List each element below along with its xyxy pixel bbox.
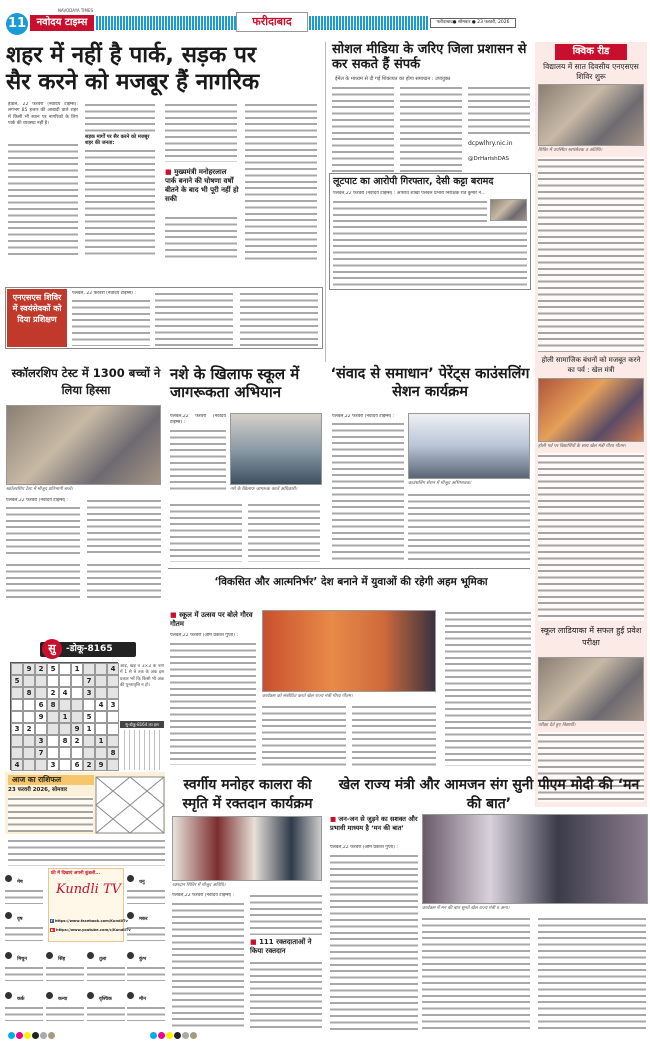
- sudoku-cell[interactable]: [23, 675, 35, 687]
- scholar-body-col1: [6, 505, 80, 557]
- sudoku-cell[interactable]: 2: [71, 735, 83, 747]
- sudoku-title: -डोकू-8165: [66, 644, 113, 654]
- sudoku-cell[interactable]: [35, 687, 47, 699]
- loot-body: [333, 224, 527, 286]
- zodiac-icon: [127, 912, 134, 919]
- nasha-body-col2: [170, 502, 242, 562]
- quick-story3-photo: [538, 657, 644, 721]
- mankibaat-body-col3: [538, 916, 646, 1030]
- sudoku-cell[interactable]: 4: [107, 663, 119, 675]
- sudoku-cell[interactable]: 2: [83, 759, 95, 771]
- sudoku-cell[interactable]: [71, 675, 83, 687]
- social-body-col2: [400, 85, 462, 172]
- samvad-headline: ‘संवाद से समाधान’ पेरेंट्स काउंसलिंग सेशन कार्यक्रम: [330, 366, 530, 400]
- sudoku-cell[interactable]: 9: [35, 711, 47, 723]
- rashifal-sign: [127, 868, 165, 904]
- sudoku-cell[interactable]: [107, 723, 119, 735]
- samvad-photo: [408, 413, 530, 479]
- nasha-headline: नशे के खिलाफ स्कूल में जागरूकता अभियान: [170, 365, 300, 401]
- rashifal-sign: [87, 985, 125, 1021]
- lead-intro: होडल, 22 फरवरी (नवोदय टाइम्स): लगभग 85 हजार की आबादी वाले शहर में किसी भी स्थान पर नागरिकों के लिए पार्क की व्यवस्था नहीं है।: [8, 102, 78, 127]
- viksit-body-col1: [170, 641, 256, 765]
- sudoku-cell[interactable]: [59, 699, 71, 711]
- viksit-body-col2: [262, 704, 346, 766]
- loot-body-top: [333, 199, 487, 223]
- sudoku-cell[interactable]: [59, 663, 71, 675]
- sudoku-cell[interactable]: [83, 747, 95, 759]
- sudoku-cell[interactable]: [11, 699, 23, 711]
- sudoku-cell[interactable]: [47, 675, 59, 687]
- kalra-caption: रक्तदान शिविर में मौजूद अतिथि।: [172, 883, 226, 888]
- sudoku-cell[interactable]: [47, 711, 59, 723]
- sudoku-cell[interactable]: 9: [95, 759, 107, 771]
- lead-body-col3b: [165, 215, 237, 260]
- brand-logo: नवोदय टाइम्स: [30, 15, 94, 31]
- sudoku-cell[interactable]: 2: [23, 723, 35, 735]
- zodiac-icon: [46, 952, 53, 959]
- sudoku-cell[interactable]: [11, 747, 23, 759]
- viksit-photo: [262, 610, 436, 692]
- kalra-body-col2b: [250, 960, 322, 1030]
- ad-facebook-link[interactable]: f https://www.facebook.com/KundliTv: [51, 919, 128, 923]
- quick-story1-headline: विद्यालय में सात दिवसीय एनएसएस शिविर शुरू: [543, 62, 639, 81]
- zodiac-icon: [127, 992, 134, 999]
- zodiac-icon: [5, 875, 12, 882]
- social-body-col1: [332, 85, 394, 172]
- nss-body-col1: [72, 298, 150, 346]
- sign-text: [127, 1005, 165, 1021]
- city-tag: फरीदाबाद: [236, 12, 308, 32]
- lead-body-col2: [85, 102, 155, 132]
- social-email[interactable]: dcpwlhry.nic.in: [468, 140, 513, 147]
- sudoku-cell[interactable]: 7: [35, 747, 47, 759]
- sudoku-cell[interactable]: [71, 747, 83, 759]
- quick-story2-headline: होली सामाजिक बंधनों को मजबूत करने का पर्व : खेल मंत्री: [541, 356, 641, 374]
- sign-name: कन्या: [58, 997, 68, 1002]
- sudoku-cell[interactable]: [59, 747, 71, 759]
- loot-photo: [490, 199, 527, 221]
- sudoku-cell[interactable]: [83, 735, 95, 747]
- samvad-body-col1: [332, 421, 404, 561]
- sudoku-cell[interactable]: [47, 747, 59, 759]
- rashifal-sign: [5, 905, 43, 941]
- rashifal-sign: [5, 868, 43, 904]
- samvad-body-col2: [408, 492, 530, 561]
- sudoku-cell[interactable]: 3: [47, 759, 59, 771]
- sudoku-cell[interactable]: [59, 723, 71, 735]
- kalra-pull-quote: 111 रक्तदाताओं ने किया रक्तदान: [250, 938, 312, 955]
- sudoku-cell[interactable]: 8: [59, 735, 71, 747]
- kalra-body-col2: [250, 893, 322, 935]
- sign-text: [5, 888, 43, 904]
- sudoku-cell[interactable]: 3: [11, 723, 23, 735]
- samvad-caption: काउंसलिंग सेशन में मौजूद अभिभावक।: [408, 481, 472, 486]
- sign-name: वृष: [17, 917, 23, 922]
- sign-name: सिंह: [58, 957, 66, 962]
- sudoku-cell[interactable]: [59, 675, 71, 687]
- zodiac-icon: [5, 912, 12, 919]
- sign-name: मकर: [139, 917, 148, 922]
- sudoku-cell[interactable]: 9: [23, 663, 35, 675]
- rashifal-panchang: [8, 796, 93, 832]
- sudoku-cell[interactable]: [23, 759, 35, 771]
- mankibaat-headline: खेल राज्य मंत्री और आमजन संग सुनी पीएम मोदी की ‘मन की बात’: [338, 777, 640, 812]
- sign-name: धनु: [139, 880, 145, 885]
- zodiac-icon: [87, 952, 94, 959]
- viksit-headline: ‘विकसित और आत्मनिर्भर’ देश बनाने में युवाओं की रहेगी अहम भूमिका: [214, 576, 488, 588]
- nss-label: एनएसएस शिविर में स्वयंसेवकों को दिया प्रशिक्षण: [7, 289, 67, 347]
- divider: [325, 42, 326, 362]
- kalra-headline: स्वर्गीय मनोहर कालरा की स्मृति में रक्तदान कार्यक्रम: [182, 777, 313, 812]
- sudoku-cell[interactable]: 7: [83, 675, 95, 687]
- quick-read-title: क्विक रीड: [555, 44, 627, 60]
- sudoku-cell[interactable]: [35, 723, 47, 735]
- kalra-intro: पलवल,22 फरवरी (नवोदय टाइम्स) :: [172, 893, 235, 898]
- samvad-intro: पलवल,22 फरवरी (नवोदय टाइम्स) :: [332, 414, 395, 419]
- sudoku-answer-grid: [120, 730, 164, 770]
- social-body-col3: [468, 85, 530, 137]
- sudoku-cell[interactable]: [95, 675, 107, 687]
- social-handle[interactable]: @DrHarishDAS: [468, 156, 510, 162]
- sudoku-cell[interactable]: 1: [83, 723, 95, 735]
- scholar-headline: स्कॉलरशिप टेस्ट में 1300 बच्चों ने लिया हिस्सा: [11, 366, 161, 397]
- viksit-body-col3: [352, 704, 436, 766]
- mankibaat-intro: पलवल,22 फरवरी (ओम प्रकाश गुप्ता) :: [330, 845, 398, 850]
- social-headline: सोशल मीडिया के जरिए जिला प्रशासन से कर सकते हैं संपर्क: [332, 42, 527, 72]
- registration-marks-right: [150, 1032, 197, 1039]
- sudoku-cell[interactable]: 1: [59, 711, 71, 723]
- scholar-body-col2: [87, 498, 161, 557]
- quick-story2-body: [538, 453, 644, 621]
- sudoku-cell[interactable]: 4: [95, 699, 107, 711]
- rashifal-date: 23 फरवरी 2026, सोमवार: [8, 787, 68, 793]
- sudoku-cell[interactable]: [11, 711, 23, 723]
- sudoku-cell[interactable]: [47, 735, 59, 747]
- sudoku-cell[interactable]: 2: [47, 687, 59, 699]
- sudoku-cell[interactable]: 9: [71, 723, 83, 735]
- sudoku-cell[interactable]: [11, 687, 23, 699]
- viksit-sub: [170, 611, 256, 629]
- sudoku-cell[interactable]: 1: [95, 735, 107, 747]
- bullet-icon: ■: [250, 938, 260, 946]
- sudoku-cell[interactable]: 4: [11, 759, 23, 771]
- sudoku-cell[interactable]: [107, 735, 119, 747]
- kalra-photo: [172, 816, 322, 881]
- viksit-subhead: स्कूल में उत्सव पर बोले गौरव गौतम: [170, 611, 253, 628]
- scholar-photo: [6, 405, 161, 485]
- sign-text: [87, 965, 125, 981]
- quick-story2-caption: होली पर्व पर विद्यार्थियों के साथ खेल मंत्री गौरव गौतम।: [538, 444, 626, 449]
- sudoku-title-prefix: सु: [42, 639, 62, 659]
- mankibaat-body-col1: [330, 853, 418, 1030]
- sudoku-cell[interactable]: [95, 687, 107, 699]
- sign-text: [46, 1005, 84, 1021]
- sudoku-cell[interactable]: 3: [83, 687, 95, 699]
- sudoku-cell[interactable]: [23, 711, 35, 723]
- nasha-intro: पलवल,22 फरवरी (नवोदय टाइम्स) :: [170, 414, 226, 426]
- ad-tagline: फ्री में दिखाएं अपनी कुंडली...: [51, 871, 101, 876]
- quick-story1-photo: [538, 84, 644, 146]
- sign-name: तुला: [99, 957, 107, 962]
- sign-text: [127, 888, 165, 904]
- sign-text: [5, 925, 43, 941]
- sudoku-cell[interactable]: [83, 699, 95, 711]
- rashifal-sign: [46, 985, 84, 1021]
- zodiac-icon: [127, 875, 134, 882]
- lead-pull-box: [165, 168, 239, 204]
- zodiac-icon: [5, 992, 12, 999]
- zodiac-icon: [87, 992, 94, 999]
- sign-name: कुंभ: [139, 957, 147, 962]
- viksit-body-col4: [445, 610, 531, 766]
- kalra-box: [250, 938, 322, 956]
- quick-story1-body: [538, 157, 644, 352]
- quick-story1-caption: शिविर में उपस्थित स्वयंसेवक व अतिथि।: [538, 148, 603, 153]
- viksit-left-col2: [87, 562, 161, 600]
- sudoku-cell[interactable]: 4: [59, 687, 71, 699]
- lead-headline: शहर में नहीं है पार्क, सड़क पर सैर करने को मजबूर हैं नागरिक: [6, 42, 260, 95]
- sudoku-cell[interactable]: [95, 723, 107, 735]
- rashifal-sign: [5, 945, 43, 981]
- viksit-caption: कार्यक्रम को संबोधित करते खेल राज्य मंत्री गौरव गौतम।: [262, 694, 353, 699]
- sudoku-cell[interactable]: [23, 699, 35, 711]
- bullet-icon: ■: [330, 815, 339, 823]
- sign-text: [127, 925, 165, 941]
- loot-headline: लूटपाट का आरोपी गिरफ्तार, देसी कट्टा बरामद: [333, 176, 494, 187]
- nasha-body-col3: [248, 502, 320, 562]
- sudoku-cell[interactable]: 5: [83, 711, 95, 723]
- nss-intro: पलवल, 22 फरवरी (नवोदय टाइम्स) :: [72, 291, 136, 296]
- sudoku-cell[interactable]: 3: [107, 699, 119, 711]
- rashifal-sign: [87, 945, 125, 981]
- zodiac-icon: [46, 992, 53, 999]
- facebook-icon: f: [51, 919, 53, 923]
- sudoku-cell[interactable]: [83, 663, 95, 675]
- sudoku-answer-title: सु-डोकू-8164 का हल: [120, 721, 164, 728]
- youtube-icon: ▶: [51, 928, 54, 932]
- zodiac-icon: [5, 952, 12, 959]
- lead-body-col1: [8, 142, 78, 257]
- sudoku-cell[interactable]: 8: [107, 747, 119, 759]
- sudoku-cell[interactable]: 1: [71, 663, 83, 675]
- sign-text: [127, 965, 165, 981]
- sudoku-cell[interactable]: [71, 711, 83, 723]
- mankibaat-photo: [422, 814, 648, 904]
- lead-body-col4: [245, 102, 317, 260]
- sudoku-cell[interactable]: [71, 699, 83, 711]
- sudoku-cell[interactable]: [107, 759, 119, 771]
- rashifal-sign: [127, 985, 165, 1021]
- sudoku-cell[interactable]: 5: [11, 675, 23, 687]
- kundli-chart: [95, 776, 165, 834]
- dateline: फरीदाबाद● सोमवार ● 23 फरवरी, 2026: [430, 18, 516, 28]
- scholar-caption: स्कॉलरशिप टेस्ट में मौजूद प्रतिभागी बच्चे।: [6, 487, 73, 492]
- pull-quote: मुख्यमंत्री मनोहरलाल पार्क बनाने की घोषणा वर्षों बीतने के बाद भी पूरी नहीं हो सकी: [165, 168, 239, 203]
- mankibaat-sub: [330, 815, 418, 833]
- sudoku-cell[interactable]: [11, 735, 23, 747]
- sign-text: [87, 1005, 125, 1021]
- sudoku-cell[interactable]: [23, 735, 35, 747]
- sudoku-cell[interactable]: [95, 747, 107, 759]
- sudoku-cell[interactable]: [107, 687, 119, 699]
- sudoku-cell[interactable]: [23, 747, 35, 759]
- sudoku-cell[interactable]: [95, 663, 107, 675]
- nasha-photo: [230, 413, 322, 485]
- bullet-icon: ■: [170, 611, 180, 619]
- kalra-body-col1: [172, 901, 244, 1030]
- mankibaat-caption: कार्यक्रम में मन की बात सुनते खेल राज्य मंत्री व अन्य।: [422, 906, 510, 911]
- sudoku-cell[interactable]: 2: [35, 663, 47, 675]
- rashifal-title: आज का राशिफल: [8, 775, 94, 785]
- sign-text: [5, 1005, 43, 1021]
- rashifal-details: [8, 838, 165, 866]
- viksit-left-col1: [6, 562, 80, 600]
- quick-story3-caption: परीक्षा देते हुए विद्यार्थी।: [538, 723, 576, 728]
- sudoku-cell[interactable]: [35, 759, 47, 771]
- sudoku-cell[interactable]: [95, 711, 107, 723]
- nasha-body-col1: [170, 428, 226, 490]
- sudoku-cell[interactable]: [11, 663, 23, 675]
- divider: [168, 568, 530, 569]
- sudoku-cell[interactable]: [59, 759, 71, 771]
- sign-name: मिथुन: [17, 957, 27, 962]
- lead-subhead: सड़क मार्गों पर सैर करने को मजबूर शहर की जनता:: [85, 134, 150, 146]
- quick-story3-headline: स्कूल लाडियाका में सफल हुई प्रवेश परीक्षा: [540, 626, 642, 647]
- lead-body-col2b: [85, 148, 155, 258]
- nasha-caption: नशे के खिलाफ जागरूक करते अधिकारी।: [230, 487, 298, 492]
- sudoku-rules: आड़े, खड़े व 3×3 के वर्गों में 1 से 9 तक के अंक इस प्रकार भरें कि किसी भी अंक की पुनरावृत्ति न हो।: [120, 664, 164, 689]
- ad-youtube-link[interactable]: ▶ https://www.youtube.com/c/KundliTv: [51, 928, 131, 932]
- sudoku-cell[interactable]: 6: [35, 699, 47, 711]
- lead-body-col3: [165, 102, 237, 162]
- bullet-icon: ■: [165, 168, 175, 176]
- sudoku-grid[interactable]: [10, 662, 118, 770]
- sign-name: कर्क: [17, 997, 25, 1002]
- scholar-intro: पलवल,22 फरवरी (नवोदय टाइम्स) :: [6, 498, 69, 503]
- nss-body-col3: [240, 291, 318, 346]
- quick-story2-photo: [538, 378, 644, 442]
- social-subhead: ईमेल के माध्यम से दी गई शिकायत का होगा समाधान : उपायुक्त: [335, 76, 451, 82]
- sudoku-cell[interactable]: 6: [71, 759, 83, 771]
- sudoku-cell[interactable]: [35, 675, 47, 687]
- viksit-intro: पलवल,22 फरवरी (ओम प्रकाश गुप्ता) :: [170, 633, 238, 638]
- sign-text: [46, 965, 84, 981]
- ad-brand: Kundli TV: [56, 882, 121, 897]
- sudoku-cell[interactable]: 8: [23, 687, 35, 699]
- sudoku-cell[interactable]: 8: [47, 699, 59, 711]
- rashifal-sign: [5, 985, 43, 1021]
- zodiac-icon: [127, 952, 134, 959]
- sudoku-cell[interactable]: [47, 723, 59, 735]
- registration-marks-left: [8, 1032, 55, 1039]
- rashifal-sign: [127, 945, 165, 981]
- sign-text: [5, 965, 43, 981]
- mankibaat-body-col2: [422, 916, 530, 1030]
- nss-body-col2: [155, 291, 233, 346]
- sudoku-cell[interactable]: [107, 711, 119, 723]
- sudoku-cell[interactable]: [107, 675, 119, 687]
- brand-small: NAVODAYA TIMES: [58, 8, 94, 13]
- sudoku-cell[interactable]: 5: [47, 663, 59, 675]
- page-number: 11: [6, 13, 28, 35]
- mankibaat-subhead: जन-जन से जुड़ने का सशक्त और प्रभावी माध्यम है ‘मन की बात’: [330, 815, 418, 832]
- rashifal-sign: [127, 905, 165, 941]
- sign-name: वृश्चिक: [99, 997, 112, 1002]
- sign-name: मीन: [139, 997, 146, 1002]
- loot-intro: पलवल,22 फरवरी (नवोदय टाइम्स) : अपराध शाखा पलवल प्रभारी निरीक्षक रवि कुमार ने...: [333, 191, 486, 196]
- sign-name: मेष: [17, 880, 23, 885]
- sudoku-cell[interactable]: 3: [35, 735, 47, 747]
- rashifal-sign: [46, 945, 84, 981]
- sudoku-cell[interactable]: [71, 687, 83, 699]
